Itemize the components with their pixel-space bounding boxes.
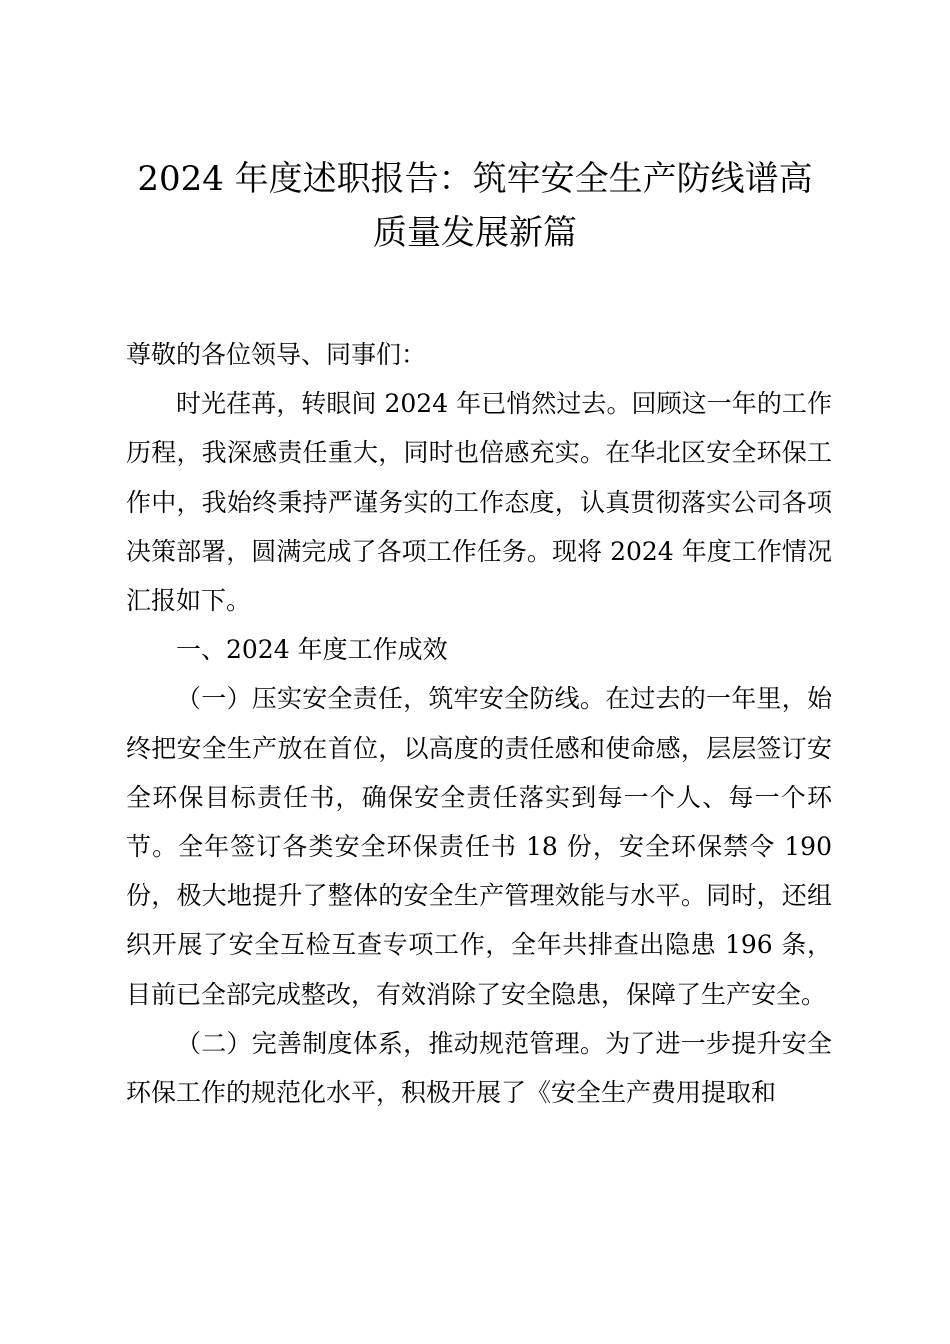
paragraph-system-improvement: （二）完善制度体系，推动规范管理。为了进一步提升安全环保工作的规范化水平，积极开展了《安全生产费用提取和: [126, 1028, 832, 1108]
section-heading: 一、2024 年度工作成效: [176, 635, 448, 665]
document-title: [120, 152, 830, 260]
paragraph-intro: 时光荏苒，转眼间 2024 年已悄然过去。回顾这一年的工作历程，我深感责任重大，同时也倍感充实。在华北区安全环保工作中，我始终秉持严谨务实的工作态度，认真贯彻落实公司各项决策部署，圆满完成了各项工作任务。现将 2024 年度工作情况汇报如下。: [126, 389, 832, 616]
paragraph-safety-responsibility: （一）压实安全责任，筑牢安全防线。在过去的一年里，始终把安全生产放在首位，以高度的责任感和使命感，层层签订安全环保目标责任书，确保安全责任落实到每一个人、每一个环节。全年签订各类安全环保责任书 18 份，安全环保禁令 190 份，极大地提升了整体的安全生产管理效能与水平。同时，还组织开展了安全互检互查专项工作，全年共排查出隐患 196 条，目前已全部完成整改，有效消除了安全隐患，保障了生产安全。: [126, 684, 832, 1009]
document-body: [126, 330, 832, 1117]
greeting: 尊敬的各位领导、同事们：: [126, 340, 427, 369]
title-line-2: 质量发展新篇: [373, 213, 577, 253]
title-line-1: 2024 年度述职报告：筑牢安全生产防线谱高: [137, 159, 813, 199]
